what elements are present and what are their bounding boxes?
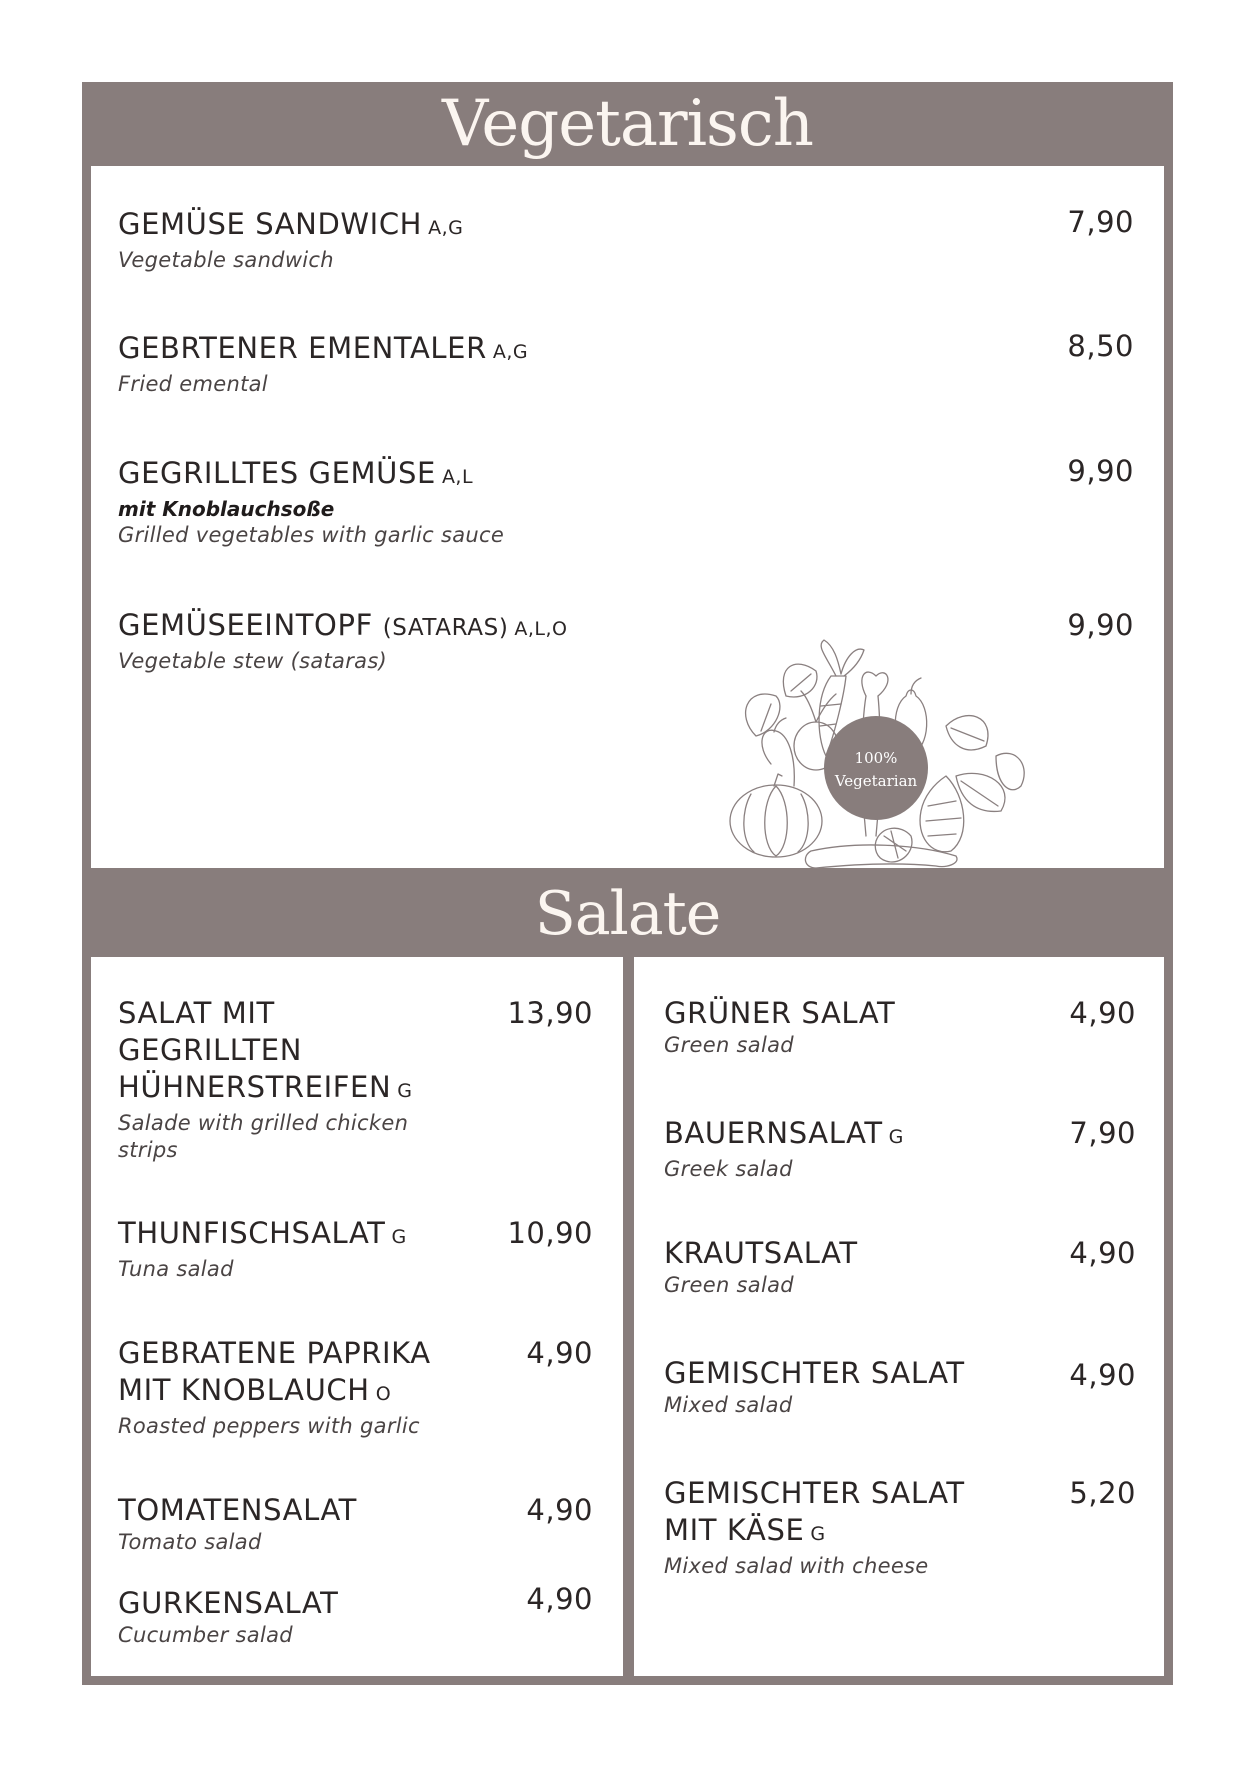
item-description: Mixed salad xyxy=(664,1393,793,1417)
menu-item xyxy=(664,995,895,1059)
item-name: TOMATENSALAT xyxy=(118,1493,357,1527)
item-price: 4,90 xyxy=(526,1582,593,1616)
item-description: Green salad xyxy=(664,1273,794,1297)
item-price: 13,90 xyxy=(507,996,593,1030)
salate-right-panel xyxy=(634,957,1164,1676)
allergen-codes: G xyxy=(810,1523,826,1545)
allergen-codes: A,G xyxy=(492,341,529,363)
item-name: GEMISCHTER SALAT xyxy=(664,1356,965,1390)
item-description: Vegetable stew (sataras) xyxy=(118,649,388,673)
allergen-codes: G xyxy=(391,1226,407,1248)
item-price: 4,90 xyxy=(1069,996,1136,1030)
allergen-codes: A,G xyxy=(428,217,464,239)
item-price: 9,90 xyxy=(1067,454,1134,488)
item-name: GRÜNER SALAT xyxy=(664,996,896,1030)
item-price: 4,90 xyxy=(1069,1358,1136,1392)
menu-item xyxy=(118,607,568,675)
vegetarisch-panel xyxy=(91,166,1164,868)
menu-item xyxy=(664,1475,965,1580)
menu-frame xyxy=(82,82,1173,1685)
item-note: mit Knoblauchsoße xyxy=(118,497,335,521)
badge-line-2: Vegetarian xyxy=(834,772,918,790)
item-description: Tuna salad xyxy=(118,1257,234,1281)
item-description: Fried emental xyxy=(118,372,268,396)
section-title-vegetarisch: Vegetarisch xyxy=(442,87,813,161)
item-name: BAUERNSALAT G xyxy=(664,1116,904,1150)
item-description: Grilled vegetables with garlic sauce xyxy=(118,523,505,547)
allergen-codes: A,L xyxy=(441,466,474,488)
menu-item xyxy=(118,330,528,398)
item-description: Tomato salad xyxy=(118,1530,262,1554)
allergen-codes: O xyxy=(375,1383,392,1405)
menu-item xyxy=(664,1355,965,1419)
item-description: Roasted peppers with garlic xyxy=(118,1414,420,1438)
menu-item xyxy=(664,1235,858,1299)
item-description: Greek salad xyxy=(664,1157,793,1181)
item-price: 4,90 xyxy=(1069,1236,1136,1270)
menu-item xyxy=(118,1215,407,1283)
item-price: 7,90 xyxy=(1069,1116,1136,1150)
item-name: GEMÜSEEINTOPF (SATARAS) A,L,O xyxy=(118,608,568,642)
allergen-codes: A,L,O xyxy=(514,618,568,640)
item-name: GEBRATENE PAPRIKA MIT KNOBLAUCH O xyxy=(118,1336,431,1407)
item-price: 5,20 xyxy=(1069,1476,1136,1510)
vegetarian-badge xyxy=(824,716,928,820)
item-name-suffix: (SATARAS) xyxy=(382,615,509,641)
item-description: Green salad xyxy=(664,1033,794,1057)
item-price: 8,50 xyxy=(1067,329,1134,363)
item-name: GEBRTENER EMENTALER A,G xyxy=(118,331,529,365)
item-name: GEMÜSE SANDWICH A,G xyxy=(118,207,464,241)
menu-item xyxy=(118,1585,338,1649)
menu-item xyxy=(118,995,478,1164)
item-price: 10,90 xyxy=(507,1216,593,1250)
salate-left-panel xyxy=(91,957,623,1676)
badge-line-1: 100% xyxy=(854,749,898,767)
item-price: 4,90 xyxy=(526,1493,593,1527)
item-description: Vegetable sandwich xyxy=(118,248,334,272)
item-description: Mixed salad with cheese xyxy=(664,1554,929,1578)
menu-item xyxy=(118,206,463,274)
allergen-codes: G xyxy=(888,1126,904,1148)
item-description: Salade with grilled chicken strips xyxy=(118,1111,409,1162)
menu-item xyxy=(118,1335,431,1440)
item-price: 9,90 xyxy=(1067,608,1134,642)
item-name: THUNFISCHSALAT G xyxy=(118,1216,407,1250)
item-name: SALAT MIT GEGRILLTEN HÜHNERSTREIFEN G xyxy=(118,996,413,1104)
item-name: GEMISCHTER SALAT MIT KÄSE G xyxy=(664,1476,965,1547)
item-name: GEGRILLTES GEMÜSE A,L xyxy=(118,456,474,490)
section-title-salate: Salate xyxy=(534,879,721,949)
item-name: GURKENSALAT xyxy=(118,1586,339,1620)
menu-item xyxy=(664,1115,904,1183)
vegetables-illustration xyxy=(716,636,1036,876)
item-name: KRAUTSALAT xyxy=(664,1236,858,1270)
allergen-codes: G xyxy=(397,1080,413,1102)
menu-item xyxy=(118,455,504,549)
item-price: 4,90 xyxy=(526,1336,593,1370)
item-price: 7,90 xyxy=(1067,205,1134,239)
menu-item xyxy=(118,1492,357,1556)
item-description: Cucumber salad xyxy=(118,1623,293,1647)
